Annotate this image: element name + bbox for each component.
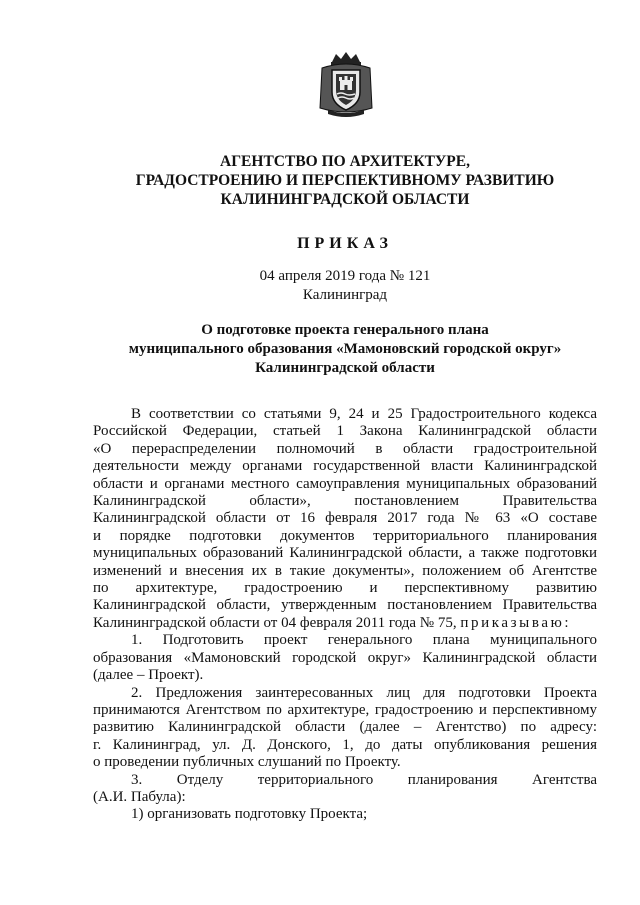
agency-line: КАЛИНИНГРАДСКОЙ ОБЛАСТИ — [220, 191, 470, 208]
body-line: Российской Федерации, статьей 1 Закона Калининградской области — [93, 423, 597, 440]
document-type-title: ПРИКАЗ — [297, 235, 393, 252]
document-date-number: 04 апреля 2019 года № 121 — [259, 268, 431, 284]
item-1-line: образования «Мамоновский городской округ» Калининградской области — [93, 649, 597, 666]
body-line: изменений и внесения их в такие документы», положением об Агентстве — [93, 562, 597, 579]
body-line: В соответствии со статьями 9, 24 и 25 Градостроительного кодекса — [131, 406, 597, 422]
document-subject — [80, 321, 610, 378]
item-2-line: развитию Калининградской области (далее – Агентство) по адресу: — [93, 719, 597, 736]
item-3-subitem-1: 1) организовать подготовку Проекта; — [131, 806, 368, 823]
subject-line: муниципального образования «Мамоновский городской округ» — [128, 341, 562, 357]
body-line: области и органами местного самоуправления муниципальных образований — [93, 475, 597, 492]
item-3-line: 3. Отделу территориального планирования Агентства — [131, 771, 597, 788]
item-1-line: (далее – Проект). — [93, 667, 204, 684]
body-line: деятельности между органами государственной власти Калининградской — [93, 458, 597, 475]
order-word: приказываю: — [460, 614, 572, 631]
kaliningrad-coat-of-arms-icon — [318, 50, 374, 120]
body-line: и порядке подготовки документов территориального планирования — [93, 527, 597, 544]
agency-name — [80, 152, 610, 209]
subject-line: Калининградской области — [255, 360, 435, 376]
item-2-line: о проведении публичных слушаний по Проекту. — [93, 754, 401, 771]
body-line: Калининградской области, утвержденным постановлением Правительства — [93, 597, 597, 614]
item-1-line: 1. Подготовить проект генерального плана муниципального — [131, 632, 597, 649]
body-line: Калининградской области», постановлением Правительства — [93, 493, 597, 510]
body-line: муниципальных образований Калининградской области, а также подготовки — [93, 545, 597, 562]
item-2-line: г. Калининград, ул. Д. Донского, 1, до даты опубликования решения — [93, 736, 597, 753]
item-2-line: принимаются Агентством по архитектуре, градостроению и перспективному — [93, 701, 597, 718]
body-line — [93, 615, 597, 632]
document-city: Калининград — [302, 287, 388, 303]
item-2-line: 2. Предложения заинтересованных лиц для подготовки Проекта — [131, 684, 597, 701]
agency-line: ГРАДОСТРОЕНИЮ И ПЕРСПЕКТИВНОМУ РАЗВИТИЮ — [135, 172, 555, 189]
body-line: «О перераспределении полномочий в области градостроительной — [93, 440, 597, 457]
item-3-line: (А.И. Пабула): — [93, 788, 186, 805]
body-line: Калининградской области от 16 февраля 2017 года № 63 «О составе — [93, 510, 597, 527]
preamble-last-line: Калининградской области от 04 февраля 2011 года № 75, — [93, 614, 457, 631]
body-line: по архитектуре, градостроению и перспективному развитию — [93, 580, 597, 597]
document-body — [93, 406, 597, 824]
agency-line: АГЕНТСТВО ПО АРХИТЕКТУРЕ, — [220, 153, 470, 170]
subject-line: О подготовке проекта генерального плана — [201, 322, 489, 338]
